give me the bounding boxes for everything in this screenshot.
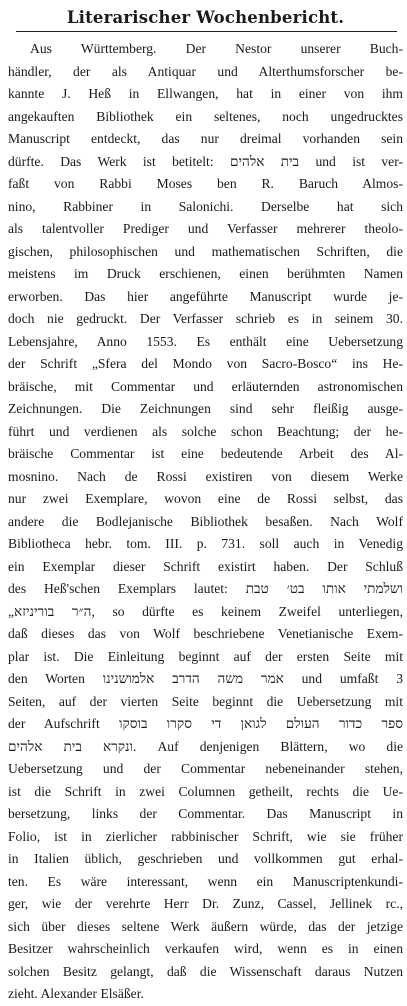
article-line: zieht. Alexander Elsäßer. [8, 986, 144, 1001]
article-line: andere die Bodlejanische Bibliothek besaßen. Nach Wolf [8, 513, 403, 529]
article-line: des Heß'schen Exemplars lautet: ושלמתי אותו בט׳ טבת [8, 581, 403, 596]
article-line: nur zwei Exemplare, wovon eine de Rossi selbst, das [8, 491, 403, 506]
article-line: Besitzer wahrscheinlich verkaufen wird, wenn es in einen [8, 941, 403, 956]
article-line: ein Exemplar dieser Schrift existirt haben. Der Schluß [8, 558, 403, 574]
article-line: Uebersetzung und der Commentar nebeneinander stehen, [8, 761, 403, 776]
article-line: daß dieses das von Wolf beschriebene Venetianische Exem- [8, 626, 403, 641]
article-line: führt und verdienen als solche schon Beachtung; der he- [8, 423, 403, 439]
article-line: Lebensjahre, Anno 1553. Es enthält eine Uebersetzung [8, 333, 403, 349]
article-line: der Schrift „Sfera del Mondo von Sacro-Bosco“ ins He- [8, 356, 403, 371]
article-line: ger, wie der verehrte Herr Dr. Zunz, Cassel, Jellinek rc., [8, 896, 403, 911]
article-line: solchen Besitz gelangt, daß die Wissenschaft daraus Nutzen [8, 963, 403, 979]
article-line: dürfte. Das Werk ist betitelt: בית אלהים und ist ver- [8, 153, 403, 169]
article-line: ist die Schrift in zwei Columnen getheilt, rechts die Ue- [8, 783, 403, 799]
article-line: erworben. Das hier angeführte Manuscript wurde je- [8, 288, 403, 304]
article-line: Folio, ist in zierlicher rabbinischer Schrift, wie sie früher [8, 828, 403, 844]
article-line: als talentvoller Prediger und Verfasser mehrerer theolo- [8, 221, 403, 236]
article-line: Seiten, auf der vierten Seite beginnt die Uebersetzung mit [8, 693, 403, 709]
article-line: doch nie gedruckt. Der Verfasser schrieb es in seinem 30. [8, 311, 403, 326]
article-line: Aus Württemberg. Der Nestor unserer Buch- [30, 41, 403, 56]
article-line: plar ist. Die Einleitung beginnt auf der ersten Seite mit [8, 648, 403, 664]
article-line: „ה״ר בוריניזא, so dürfte es keinem Zweifel unterliegen, [8, 603, 403, 619]
article-body [8, 38, 403, 1006]
article-line: händler, der als Antiquar und Alterthumsforscher be- [8, 63, 403, 79]
article-line: mosnino. Nach de Rossi existiren von diesem Werke [8, 468, 403, 484]
article-line: kannte J. Heß in Ellwangen, hat in einer von ihm [8, 86, 403, 101]
article-line: in Italien üblich, geschrieben und vollkommen gut erhal- [8, 851, 403, 866]
article-line: ונקרא בית אלהים. Auf denjenigen Blättern, wo die [8, 738, 403, 754]
article-line: bräische Commentar ist eine bedeutende Arbeit des Al- [8, 446, 403, 461]
article-line: angekauften Bibliothek ein seltenes, noch ungedrucktes [8, 108, 403, 124]
article-line: sich über dieses seltene Werk äußern würde, das der jetzige [8, 918, 403, 934]
article-line: faßt von Rabbi Moses ben R. Baruch Almos- [8, 176, 403, 191]
article-line: der Aufschrift ספר כדור העולם לגואן די סקרו בוסקו [8, 716, 403, 731]
article-line: ten. Es wäre interessant, wenn ein Manuscriptenkundi- [8, 873, 403, 889]
article-line: Manuscript entdeckt, das nur dreimal vorhanden sein [8, 131, 403, 146]
article-line: Bibliotheca hebr. tom. III. p. 731. soll auch in Venedig [8, 536, 403, 551]
article-line: meistens im Druck erschienen, einen berühmten Namen [8, 266, 403, 281]
article-title: Literarischer Wochenbericht. [66, 8, 345, 27]
article-line: Zeichnungen. Die Zeichnungen sind sehr fleißig ausge- [8, 401, 403, 416]
title-divider [16, 31, 397, 32]
article-line: bersetzung, links der Commentar. Das Manuscript in [8, 806, 403, 821]
article-line: bräische, mit Commentar und erläuternden astronomischen [8, 378, 403, 394]
article-line: den Worten אמר משה הדרב אלמושנינו und umfaßt 3 [8, 671, 403, 686]
article-line: nino, Rabbiner in Salonichi. Derselbe hat sich [8, 198, 403, 214]
article-line: gischen, philosophischen und mathematischen Schriften, die [8, 243, 403, 259]
